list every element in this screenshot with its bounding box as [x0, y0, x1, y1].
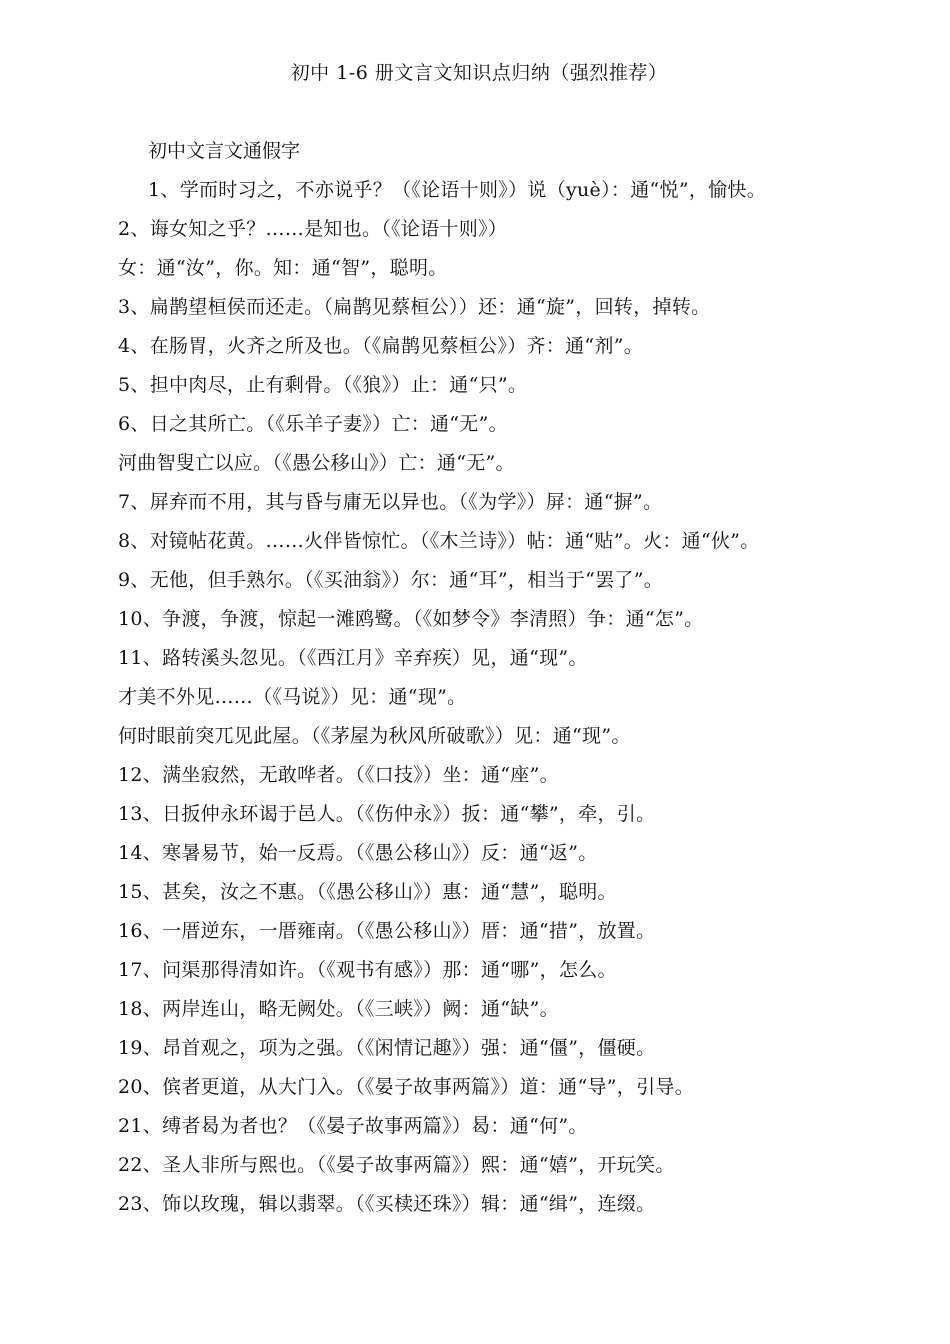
text-line: 18、两岸连山，略无阙处。（《三峡》）阙：通“缺”。	[118, 998, 559, 1020]
text-line: 何时眼前突兀见此屋。（《茅屋为秋风所破歌》）见：通“现”。	[118, 725, 631, 747]
text-line: 才美不外见……（《马说》）见：通“现”。	[118, 686, 467, 708]
text-line: 16、一厝逆东，一厝雍南。（《愚公移山》）厝：通“措”，放置。	[118, 920, 656, 942]
text-line: 21、缚者曷为者也？（《晏子故事两篇》）曷：通“何”。	[118, 1115, 588, 1137]
text-line: 7、屏弃而不用，其与昏与庸无以异也。（《为学》）屏：通“摒”。	[118, 491, 663, 513]
text-line: 11、路转溪头忽见。（《西江月》辛弃疾）见，通“现”。	[118, 647, 588, 669]
text-line: 23、饰以玫瑰，辑以翡翠。（《买椟还珠》）辑：通“缉”，连缀。	[118, 1193, 656, 1215]
text-line: 女：通“汝”，你。知：通“智”，聪明。	[118, 257, 448, 279]
text-line: 2、诲女知之乎？……是知也。（《论语十则》）	[118, 218, 508, 240]
text-line: 17、问渠那得清如许。（《观书有感》）那：通“哪”，怎么。	[118, 959, 617, 981]
document-title: 初中 1-6 册文言文知识点归纳（强烈推荐）	[290, 62, 668, 84]
text-line: 10、争渡，争渡，惊起一滩鸥鹭。（《如梦令》李清照）争：通“怎”。	[118, 608, 704, 630]
text-line: 3、扁鹊望桓侯而还走。（扁鹊见蔡桓公））还：通“旋”，回转，掉转。	[118, 296, 711, 318]
text-line: 8、对镜帖花黄。……火伴皆惊忙。（《木兰诗》）帖：通“贴”。火：通“伙”。	[118, 530, 760, 552]
text-line: 5、担中肉尽，止有剩骨。（《狼》）止：通“只”。	[118, 374, 528, 396]
text-line: 20、傧者更道，从大门入。（《晏子故事两篇》）道：通“导”，引导。	[118, 1076, 695, 1098]
text-line: 6、日之其所亡。（《乐羊子妻》）亡：通“无”。	[118, 413, 508, 435]
text-line: 14、寒暑易节，始一反焉。（《愚公移山》）反：通“返”。	[118, 842, 598, 864]
text-line: 4、在肠胃，火齐之所及也。（《扁鹊见蔡桓公》）齐：通“剂”。	[118, 335, 644, 357]
text-line: 19、昂首观之，项为之强。（《闲情记趣》）强：通“僵”，僵硬。	[118, 1037, 656, 1059]
text-line: 22、圣人非所与熙也。（《晏子故事两篇》）熙：通“嬉”，开玩笑。	[118, 1154, 675, 1176]
text-line: 15、甚矣，汝之不惠。（《愚公移山》）惠：通“慧”，聪明。	[118, 881, 617, 903]
text-line: 1、学而时习之，不亦说乎？（《论语十则》）说（yuè）：通“悦”，愉快。	[148, 179, 767, 201]
text-line: 河曲智叟亡以应。（《愚公移山》）亡：通“无”。	[118, 452, 515, 474]
text-line: 13、日扳仲永环谒于邑人。（《伤仲永》）扳：通“攀”，牵，引。	[118, 803, 656, 825]
text-line: 9、无他，但手熟尔。（《买油翁》）尔：通“耳”，相当于“罢了”。	[118, 569, 664, 591]
text-lines	[118, 171, 840, 1224]
text-line: 12、满坐寂然，无敢哗者。（《口技》）坐：通“座”。	[118, 764, 559, 786]
section-heading: 初中文言文通假字	[148, 140, 301, 162]
